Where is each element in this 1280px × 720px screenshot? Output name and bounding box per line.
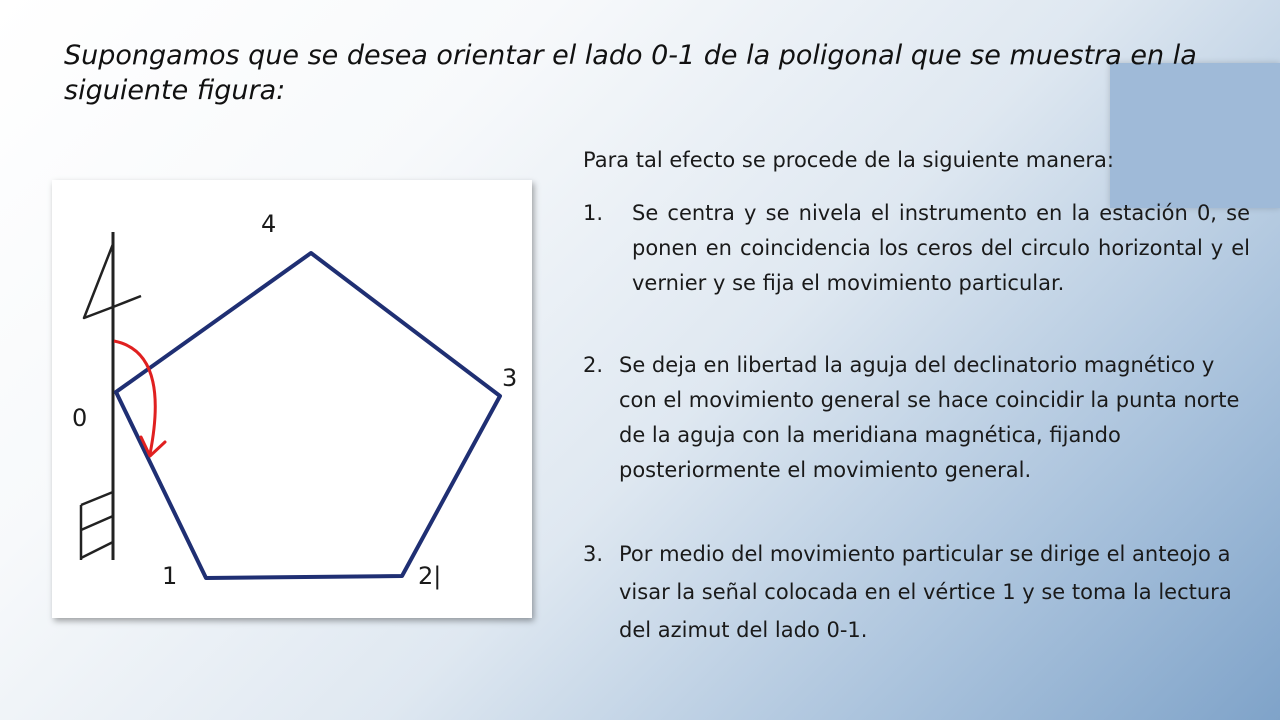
step-item-1 (583, 196, 1250, 301)
pentagon-polygon (116, 253, 500, 578)
slide-title: Supongamos que se desea orientar el lado 0-1 de la poligonal que se muestra en la siguiente figura: (64, 40, 1197, 106)
south-hatch-icon (81, 492, 113, 560)
step-item-3 (583, 535, 1250, 649)
vertex-label-0: 0 (72, 404, 88, 432)
step-text: Por medio del movimiento particular se dirige el anteojo a visar la señal colocada en el vértice 1 y se toma la lectura del azimut del lado 0-1. (619, 542, 1232, 642)
step-number: 2. (583, 353, 604, 377)
step-item-2 (583, 348, 1250, 488)
step-text: Se centra y se nivela el instrumento en la estación 0, se ponen en coincidencia los ceros del circulo horizontal y el vernier y se fija el movimiento particular. (632, 201, 1250, 295)
vertex-label-4: 4 (261, 210, 277, 238)
intro-text: Para tal efecto se procede de la siguiente manera: (583, 148, 1114, 172)
vertex-label-1: 1 (162, 562, 178, 590)
step-number: 1. (583, 201, 604, 225)
step-number: 3. (583, 542, 604, 566)
vertex-label-2: 2| (418, 562, 442, 590)
polygon-figure (52, 180, 532, 618)
polygon-diagram (52, 180, 532, 618)
step-text: Se deja en libertad la aguja del declinatorio magnético y con el movimiento general se hace coincidir la punta norte de la aguja con la meridiana magnética, fijando posteriormente el movimiento general. (619, 353, 1240, 482)
vertex-label-3: 3 (502, 364, 518, 392)
